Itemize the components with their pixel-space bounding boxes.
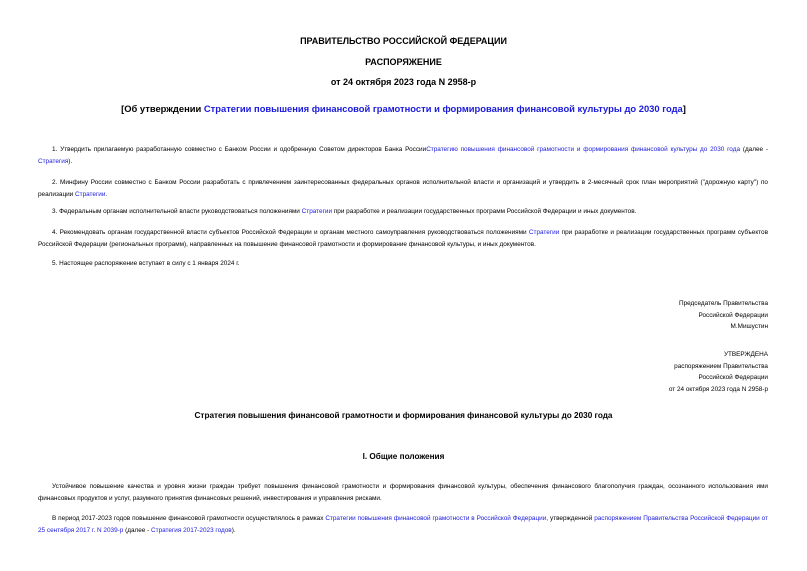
s1-p1-text: Устойчивое повышение качества и уровня жизни граждан требует повышения финансовой грамотности и формирования финансовой культуры, обеспечения финансового благополучия граждан, осознанного использования ими финансовых продуктов и услуг, разумного принятия финансовых решений, инвестирования и управления рисками. (38, 483, 768, 502)
signature-block (679, 298, 768, 333)
p5-text-a: 5. Настоящее распоряжение вступает в силу с 1 января 2024 г. (52, 260, 240, 267)
decree-2039-link[interactable]: распоряжением Правительства Российской Федерации от 25 сентября 2017 г. N 2039-р (38, 515, 768, 534)
p1-text-a: 1. Утвердить прилагаемую разработанную совместно с Банком России и одобренную Советом директоров Банка России (52, 146, 427, 153)
section-1-paragraph-2 (38, 513, 768, 536)
approval-line-3: Российской Федерации (698, 374, 768, 381)
paragraph-5 (38, 258, 768, 270)
p4-text-b: при разработке и реализации государственных программ субъектов Российской Федерации (региональных программ), направленных на повышение финансовой грамотности и формирование финансовой культуры, и иных документов. (38, 229, 768, 248)
p1-strategy-link[interactable]: Стратегию повышения финансовой грамотности и формирования финансовой культуры до 2030 года (426, 146, 741, 153)
section-1-paragraph-1 (38, 481, 768, 504)
s1-p2-text-b: , утвержденной (546, 515, 595, 522)
subject-open: [Об утверждении (121, 103, 204, 114)
p1-text-b: (далее - (740, 146, 768, 153)
s1-p2-text-a: В период 2017-2023 годов повышение финансовой грамотности осуществлялось в рамках (52, 515, 326, 522)
p1-strategy-short-link[interactable]: Стратегия (38, 157, 69, 165)
document-subject (0, 103, 807, 115)
p3-strategy-link[interactable]: Стратегии (301, 208, 333, 215)
approval-block (669, 349, 768, 395)
p2-text-a: 2. Минфину России совместно с Банком России разработать с привлечением заинтересованных федеральных органов исполнительной власти и организаций и утвердить в 2-месячный срок план мероприятий ("дорожную карту") по реализации (38, 179, 768, 198)
strategy-2017-link[interactable]: Стратегии повышения финансовой грамотности в Российской Федерации (325, 515, 547, 522)
doc-type-heading: РАСПОРЯЖЕНИЕ (365, 57, 442, 67)
strategy-link[interactable]: Стратегии повышения финансовой грамотности и формирования финансовой культуры до 2030 года (203, 103, 683, 114)
p3-text-a: 3. Федеральным органам исполнительной власти руководствоваться положениями (52, 208, 302, 215)
paragraph-1 (38, 144, 768, 167)
p1-text-c: ). (68, 157, 73, 165)
paragraph-3 (38, 206, 768, 218)
section-1-title: I. Общие положения (362, 452, 445, 461)
paragraph-4 (38, 227, 768, 250)
signature-line-3: М.Мишустин (730, 323, 768, 330)
approval-line-4: от 24 октября 2023 года N 2958-р (668, 385, 768, 393)
paragraph-2 (38, 177, 768, 200)
p4-strategy-link[interactable]: Стратегии (528, 229, 560, 236)
approval-line-1: УТВЕРЖДЕНА (723, 351, 768, 358)
p2-text-b: . (105, 190, 108, 198)
date-number-heading: от 24 октября 2023 года N 2958-р (330, 77, 477, 87)
s1-p2-text-c: (далее - (123, 526, 152, 534)
subject-close: ] (682, 103, 686, 114)
strategy-2017-2023-link[interactable]: Стратегия 2017-2023 годов (151, 526, 232, 534)
signature-line-1: Председатель Правительства (679, 300, 768, 307)
signature-line-2: Российской Федерации (698, 311, 768, 319)
s1-p2-text-d: ). (231, 526, 236, 534)
government-heading: ПРАВИТЕЛЬСТВО РОССИЙСКОЙ ФЕДЕРАЦИИ (300, 36, 507, 46)
p3-text-b: при разработке и реализации государственных программ Российской Федерации и иных документов. (332, 208, 637, 215)
approval-line-2: распоряжением Правительства (674, 362, 768, 370)
p4-text-a: 4. Рекомендовать органам государственной власти субъектов Российской Федерации и органам местного самоуправления руководствоваться положениями (52, 229, 529, 236)
p2-strategy-link[interactable]: Стратегии (75, 190, 106, 198)
strategy-title: Стратегия повышения финансовой грамотности и формирования финансовой культуры до 2030 года (194, 411, 613, 420)
